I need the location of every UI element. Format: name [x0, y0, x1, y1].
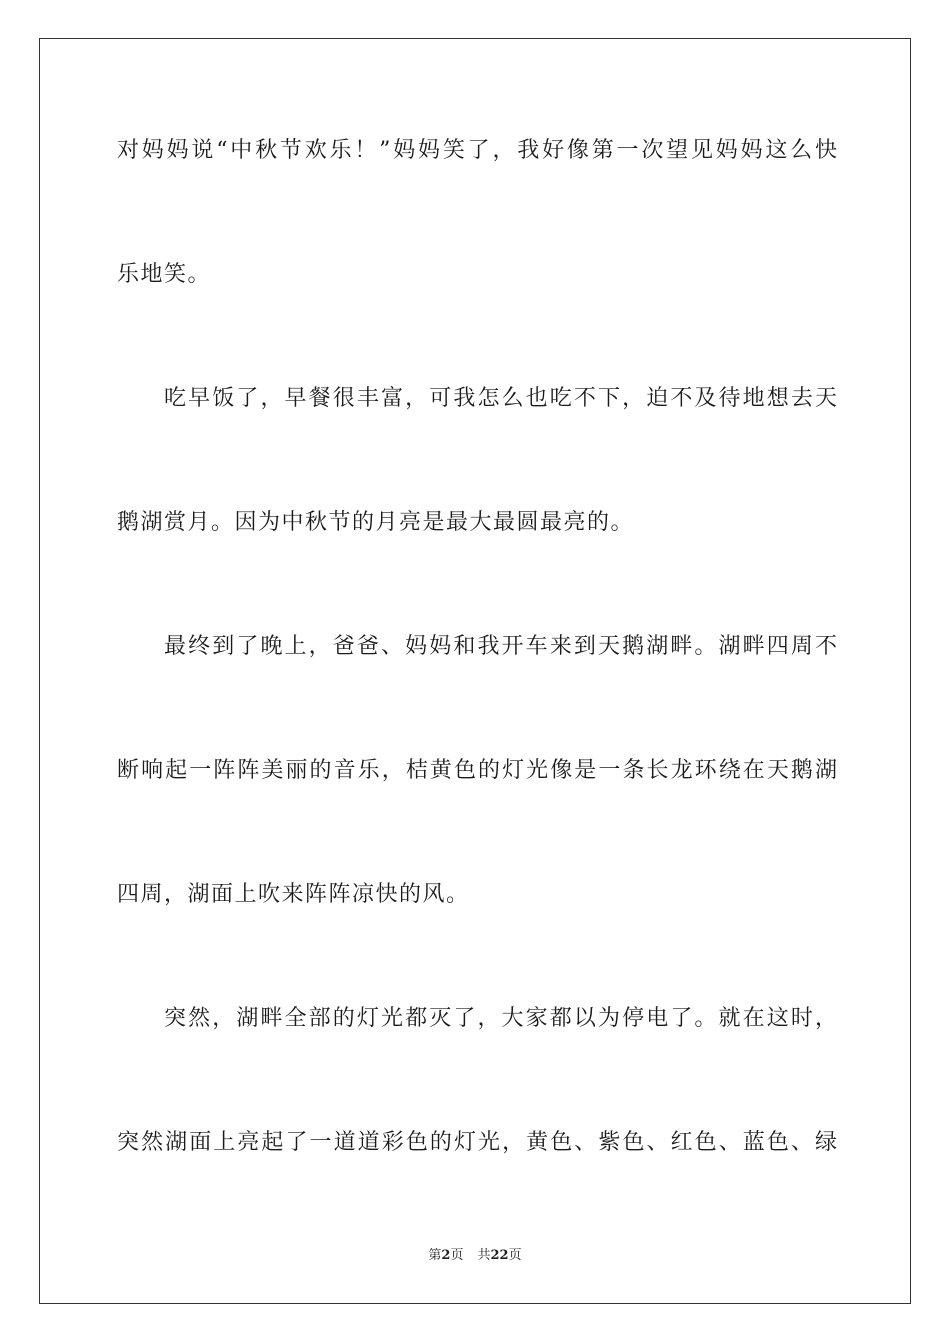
text-line-7: 四周，湖面上吹来阵阵凉快的风。 — [117, 882, 470, 907]
text-line-8: 突然，湖畔全部的灯光都灭了，大家都以为停电了。就在这时， — [164, 1006, 837, 1031]
footer-total-pages: 22 — [490, 1248, 509, 1263]
text-line-2: 乐地笑。 — [117, 262, 212, 287]
page-footer — [0, 1247, 950, 1265]
footer-total-suffix: 页 — [508, 1248, 522, 1263]
text-line-3: 吃早饭了，早餐很丰富，可我怎么也吃不下，迫不及待地想去天 — [164, 386, 837, 411]
text-line-5: 最终到了晚上，爸爸、妈妈和我开车来到天鹅湖畔。湖畔四周不 — [164, 634, 837, 659]
text-line-9: 突然湖面上亮起了一道道彩色的灯光，黄色、紫色、红色、蓝色、绿 — [117, 1130, 837, 1155]
text-line-1: 对妈妈说“中秋节欢乐！”妈妈笑了，我好像第一次望见妈妈这么快 — [117, 138, 837, 163]
footer-total-prefix: 共 — [477, 1248, 491, 1263]
footer-page-suffix: 页 — [450, 1248, 464, 1263]
footer-page-prefix: 第 — [428, 1248, 442, 1263]
page-frame — [39, 38, 911, 1304]
footer-page-number: 2 — [441, 1248, 451, 1263]
text-line-4: 鹅湖赏月。因为中秋节的月亮是最大最圆最亮的。 — [117, 510, 635, 535]
text-line-6: 断响起一阵阵美丽的音乐，桔黄色的灯光像是一条长龙环绕在天鹅湖 — [117, 758, 837, 783]
